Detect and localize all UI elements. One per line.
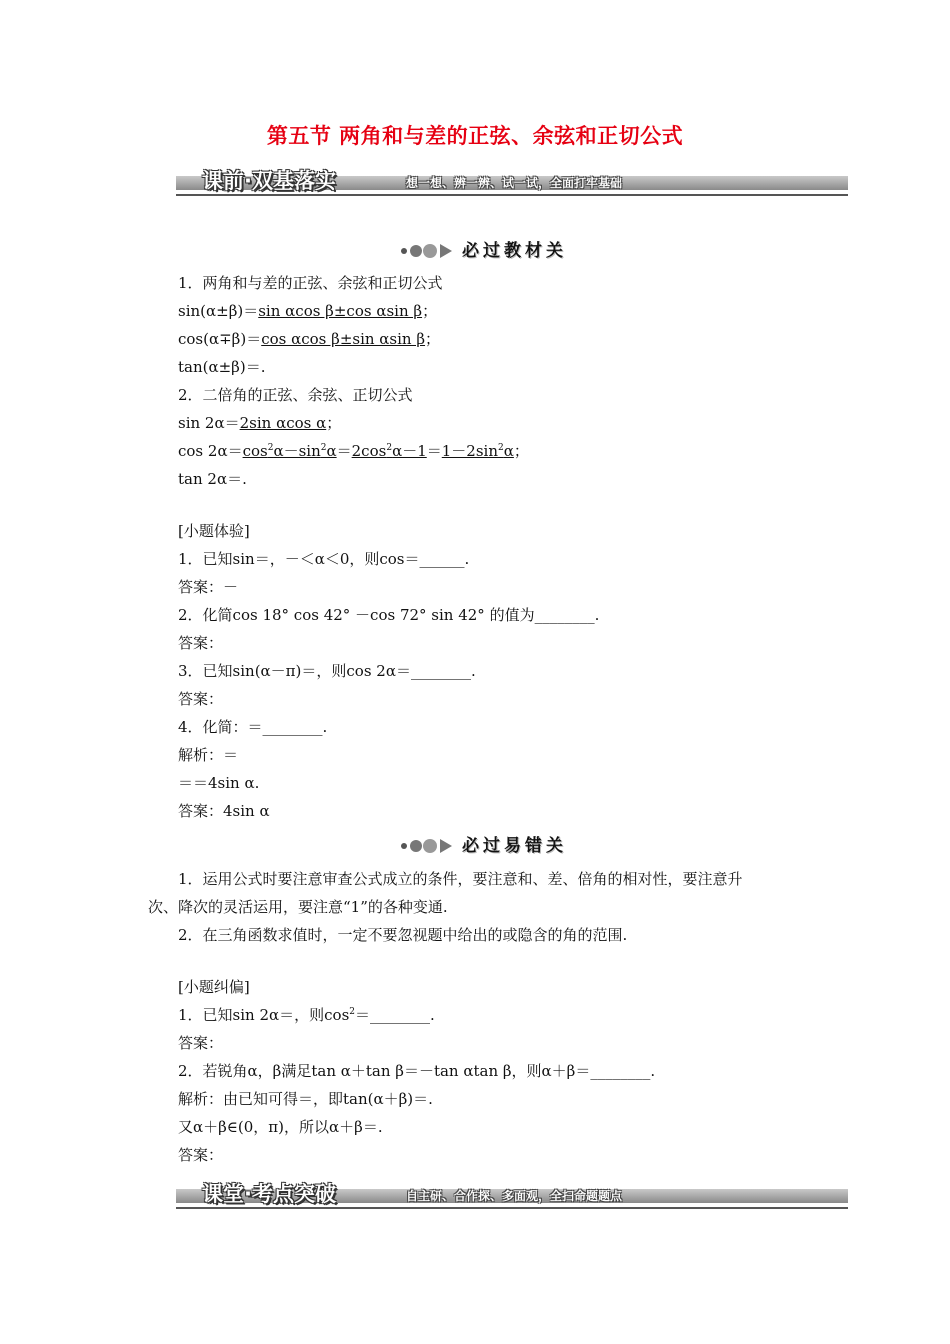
answer: 答案： bbox=[178, 1146, 224, 1164]
practice-heading: [小题纠偏] bbox=[178, 978, 250, 996]
banner-tag: 课前·双基落实 bbox=[202, 169, 336, 193]
solution: 又α＋β∈(0，π)，所以α＋β＝. bbox=[178, 1118, 383, 1136]
line: 1．两角和与差的正弦、余弦和正切公式 bbox=[178, 274, 443, 292]
question: 2．若锐角α，β满足tan α＋tan β＝－tan αtan β，则α＋β＝________. bbox=[178, 1062, 656, 1080]
question: 4．化简：＝________. bbox=[178, 718, 328, 736]
page-title: 第五节 两角和与差的正弦、余弦和正切公式 bbox=[266, 124, 684, 148]
section-heading-textbook bbox=[0, 240, 950, 262]
solution: 解析：＝ bbox=[178, 746, 239, 764]
paragraph: 2．在三角函数求值时，一定不要忽视题中给出的或隐含的角的范围. bbox=[178, 926, 628, 944]
solution: 解析：由已知可得＝，即tan(α＋β)＝. bbox=[178, 1090, 433, 1108]
question: 1．已知sin 2α＝，则$\cos^2=\_\_\_\_\_\_\_\_$. bbox=[178, 1006, 435, 1024]
paragraph: 次、降次的灵活运用，要注意“1”的各种变通. bbox=[148, 898, 448, 916]
banner-top bbox=[176, 170, 848, 196]
answer: 答案： bbox=[178, 1034, 224, 1052]
paragraph: 1．运用公式时要注意审查公式成立的条件，要注意和、差、倍角的相对性，要注意升 bbox=[178, 870, 743, 888]
section-label: 必过易错关 bbox=[462, 836, 567, 856]
formula-tan-sum: tan(α±β)＝. bbox=[178, 358, 266, 376]
banner-sub: 自主研、合作探、多面观，全扫命题题点 bbox=[406, 1189, 623, 1203]
solution: ＝＝4sin α. bbox=[178, 774, 260, 792]
section-heading-errors bbox=[0, 835, 950, 857]
bullet-dots-icon bbox=[398, 838, 458, 854]
formula-sin-sum: sin(α±β)＝sin αcos β±cos αsin β； bbox=[178, 302, 438, 320]
formula-sin-double: sin 2α＝2sin αcos α； bbox=[178, 414, 342, 432]
practice-heading: [小题体验] bbox=[178, 522, 250, 540]
question: 1．已知sin＝，－＜α＜0，则cos＝______. bbox=[178, 550, 470, 568]
line: 2．二倍角的正弦、余弦、正切公式 bbox=[178, 386, 413, 404]
banner-tag: 课堂·考点突破 bbox=[202, 1182, 336, 1206]
formula-cos-sum: cos(α∓β)＝cos αcos β±sin αsin β； bbox=[178, 330, 441, 348]
formula-cos-double: $\cos 2\alpha=\cos^2\alpha-\sin^2\alpha=2\cos^2\alpha-1=1-2\sin^2\alpha$； bbox=[178, 442, 529, 460]
question: 3．已知sin(α－π)＝，则cos 2α＝________. bbox=[178, 662, 476, 680]
answer: 答案：－ bbox=[178, 578, 239, 596]
formula-tan-double: tan 2α＝. bbox=[178, 470, 247, 488]
answer: 答案：4sin α bbox=[178, 802, 270, 820]
question: 2．化简cos 18° cos 42° －cos 72° sin 42° 的值为________. bbox=[178, 606, 600, 624]
banner-bottom bbox=[176, 1183, 848, 1209]
answer: 答案： bbox=[178, 690, 224, 708]
answer: 答案： bbox=[178, 634, 224, 652]
bullet-dots-icon bbox=[398, 243, 458, 259]
banner-sub: 想一想、辨一辨、试一试，全面打牢基础 bbox=[406, 176, 623, 190]
section-label: 必过教材关 bbox=[462, 241, 567, 261]
